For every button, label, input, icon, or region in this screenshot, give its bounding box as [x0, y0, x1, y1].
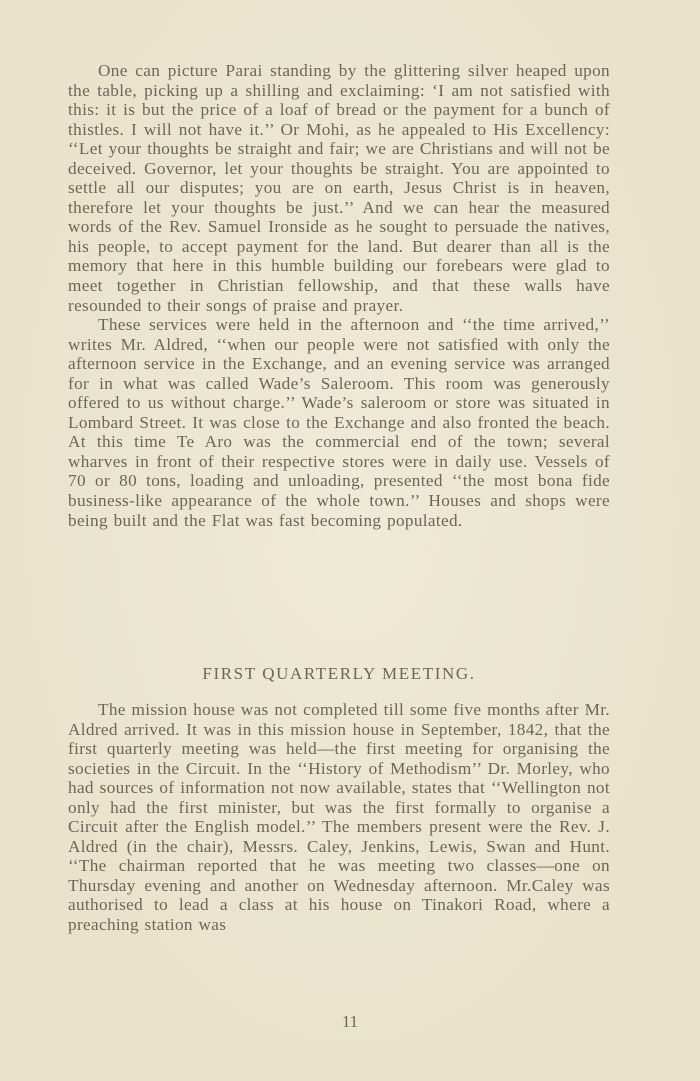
- paragraph: One can picture Parai standing by the glittering silver heaped upon the table, picking up a shilling and exclaiming: ‘I am not satisfied with this: it is but the price of a loaf of bread or the payment for a bunch of thistles. I will not have it.’’ Or Mohi, as he appealed to His Excellency: ‘‘Let your thoughts be straight and fair; we are Christians and will not be deceived. Governor, let your thoughts be straight. You are appointed to settle all our disputes; you are on earth, Jesus Christ is in heaven, therefore let your thoughts be just.’’ And we can hear the measured words of the Rev. Samuel Ironside as he sought to persuade the natives, his people, to accept payment for the land. But dearer than all is the memory that here in this humble building our forebears were glad to meet together in Christian fellowship, and that these walls have resounded to their songs of praise and prayer.: [68, 61, 610, 315]
- paragraph: These services were held in the afternoon and ‘‘the time arrived,’’ writes Mr. Aldred, ‘‘when our people were not satisfied with only the afternoon service in the Exchange, and an evening service was arranged for in what was called Wade’s Saleroom. This room was generously offered to us without charge.’’ Wade’s saleroom or store was situated in Lombard Street. It was close to the Exchange and also fronted the beach. At this time Te Aro was the commercial end of the town; several wharves in front of their respective stores were in daily use. Vessels of 70 or 80 tons, loading and unloading, presented ‘‘the most bona fide business-like appearance of the whole town.’’ Houses and shops were being built and the Flat was fast becoming populated.: [68, 315, 610, 530]
- body-text-lower: [68, 700, 610, 935]
- paragraph: The mission house was not completed till some five months after Mr. Aldred arrived. It was in this mission house in September, 1842, that the first quarterly meeting was held—the first meeting for organising the societies in the Circuit. In the ‘‘History of Methodism’’ Dr. Morley, who had sources of information not now available, states that ‘‘Wellington not only had the first minister, but was the first formally to organise a Circuit after the English model.’’ The members present were the Rev. J. Aldred (in the chair), Messrs. Caley, Jenkins, Lewis, Swan and Hunt. ‘‘The chairman reported that he was meeting two classes—one on Thursday evening and another on Wednesday afternoon. Mr.Caley was authorised to lead a class at his house on Tinakori Road, where a preaching station was: [68, 700, 610, 935]
- section-heading: FIRST QUARTERLY MEETING.: [202, 664, 476, 683]
- body-text-upper: [68, 61, 610, 530]
- page-number: 11: [341, 1012, 359, 1031]
